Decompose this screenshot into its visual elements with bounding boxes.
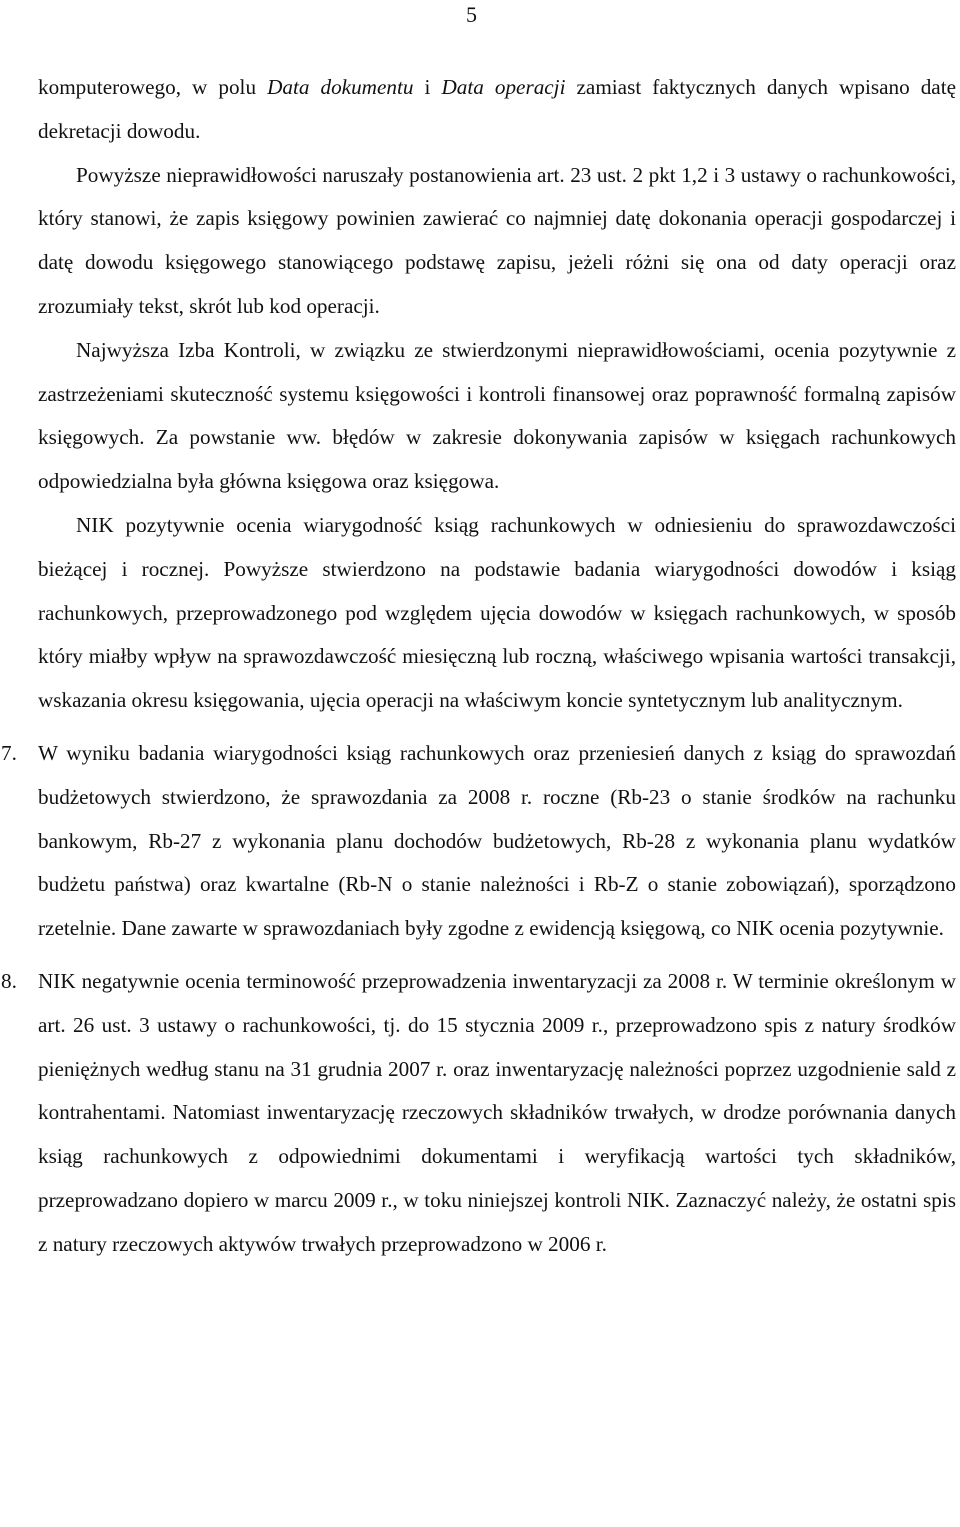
list-item-7 [1,732,956,951]
paragraph-continuation [38,66,956,154]
paragraph-assessment [38,329,956,504]
paragraph-text: Powyższe nieprawidłowości naruszały postanowienia art. 23 ust. 2 pkt 1,2 i 3 ustawy o rachunkowości, który stanowi, że zapis księgowy powinien zawierać co najmniej datę dokonania operacji gospodarczej i datę dowodu księgowego stanowiącego podstawę zapisu, jeżeli różni się ona od daty operacji oraz zrozumiały tekst, skrót lub kod operacji. [38,162,956,318]
list-item-8 [1,960,956,1267]
paragraph-text: Najwyższa Izba Kontroli, w związku ze stwierdzonymi nieprawidłowościami, ocenia pozytywnie z zastrzeżeniami skuteczność systemu księgowości i kontroli finansowej oraz poprawność formalną zapisów księgowych. Za powstanie ww. błędów w zakresie dokonywania zapisów w księgach rachunkowych odpowiedzialna była główna księgowa oraz księgowa. [38,337,956,494]
list-item-text: W wyniku badania wiarygodności ksiąg rachunkowych oraz przeniesień danych z ksiąg do sprawozdań budżetowych stwierdzono, że sprawozdania za 2008 r. roczne (Rb-23 o stanie środków na rachunku bankowym, Rb-27 z wykonania planu dochodów budżetowych, Rb-28 z wykonania planu wydatków budżetu państwa) oraz kwartalne (Rb-N o stanie należności i Rb-Z o stanie zobowiązań), sporządzono rzetelnie. Dane zawarte w sprawozdaniach były zgodne z ewidencją księgową, co NIK ocenia pozytywnie. [38,740,956,941]
paragraph-reliability [38,504,956,723]
paragraph-text: NIK pozytywnie ocenia wiarygodność ksiąg rachunkowych w odniesieniu do sprawozdawczości bieżącej i rocznej. Powyższe stwierdzono na podstawie badania wiarygodności dowodów i ksiąg rachunkowych, przeprowadzonego pod względem ujęcia dowodów w księgach rachunkowych, w sposób który miałby wpływ na sprawozdawczość miesięczną lub roczną, właściwego wpisania wartości transakcji, wskazania okresu księgowania, ujęcia operacji na właściwym koncie syntetycznym lub analitycznym. [38,512,956,713]
paragraph-violations [38,154,956,329]
page-number: 5 [466,2,477,27]
list-item-text: NIK negatywnie ocenia terminowość przeprowadzenia inwentaryzacji za 2008 r. W terminie określonym w art. 26 ust. 3 ustawy o rachunkowości, tj. do 15 stycznia 2009 r., przeprowadzono spis z natury środków pieniężnych według stanu na 31 grudnia 2007 r. oraz inwentaryzację należności poprzez uzgodnienie sald z kontrahentami. Natomiast inwentaryzację rzeczowych składników trwałych, w drodze porównania danych ksiąg rachunkowych z odpowiednimi dokumentami i weryfikacją wartości tych składników, przeprowadzano dopiero w marcu 2009 r., w toku niniejszej kontroli NIK. Zaznaczyć należy, że ostatni spis z natury rzeczowych aktywów trwałych przeprowadzono w 2006 r. [38,968,956,1256]
list-item-number: 7. [1,740,17,765]
list-item-number: 8. [1,968,17,993]
document-body [1,66,956,1267]
paragraph-text: komputerowego, w polu Data dokumentu i Data operacji zamiast faktycznych danych wpisano datę dekretacji dowodu. [38,75,956,143]
